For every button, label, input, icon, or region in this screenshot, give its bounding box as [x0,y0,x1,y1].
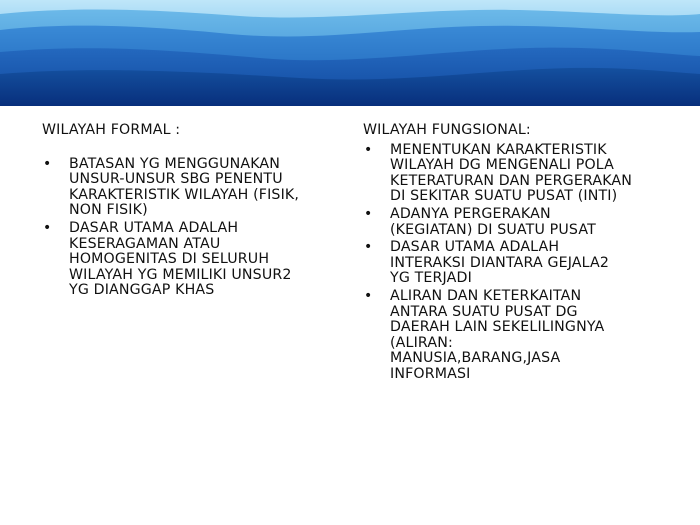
blue-hills-banner [0,0,700,106]
list-item [363,207,683,238]
right-column-heading: WILAYAH FUNGSIONAL: [363,122,531,138]
bullet-text: MENENTUKAN KARAKTERISTIK WILAYAH DG MENGENALI POLA KETERATURAN DAN PERGERAKAN DI SEKITAR SUATU PUSAT (INTI) [390,141,633,205]
bullet-icon: • [364,287,373,304]
right-bullet-list [363,143,683,383]
bullet-icon: • [364,205,373,222]
bullet-icon: • [364,141,373,158]
banner-image [0,0,700,106]
list-item [363,289,683,383]
bullet-text: ALIRAN DAN KETERKAITAN ANTARA SUATU PUSAT DG DAERAH LAIN SEKELILINGNYA (ALIRAN: MANUSIA,BARANG,JASA INFORMASI [390,287,605,382]
list-item [363,143,683,205]
right-column [363,123,683,385]
list-item [42,221,342,299]
bullet-text: DASAR UTAMA ADALAH INTERAKSI DIANTARA GEJALA2 YG TERJADI [390,239,610,287]
bullet-text: DASAR UTAMA ADALAH KESERAGAMAN ATAU HOMOGENITAS DI SELURUH WILAYAH YG MEMILIKI UNSUR2 YG DIANGGAP KHAS [69,219,292,299]
bullet-text: BATASAN YG MENGGUNAKAN UNSUR-UNSUR SBG PENENTU KARAKTERISTIK WILAYAH (FISIK, NON FISIK) [69,155,300,219]
left-column-heading: WILAYAH FORMAL : [42,122,181,138]
left-column [42,123,342,301]
list-item [42,157,342,219]
bullet-icon: • [43,219,52,236]
bullet-icon: • [364,239,373,256]
list-item [363,240,683,287]
bullet-icon: • [43,155,52,172]
left-bullet-list [42,157,342,299]
bullet-text: ADANYA PERGERAKAN (KEGIATAN) DI SUATU PUSAT [390,205,596,238]
